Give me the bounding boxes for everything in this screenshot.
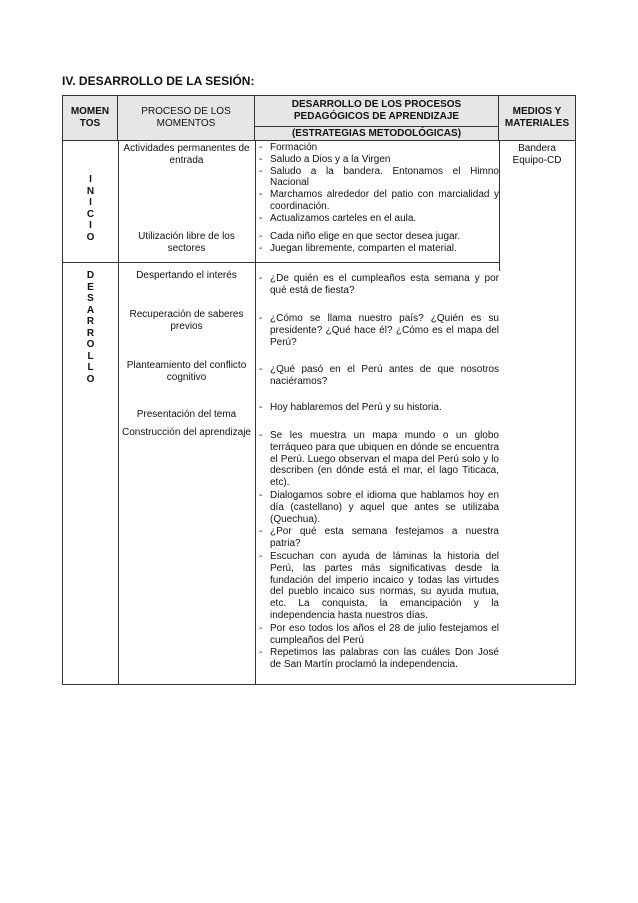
desarrollo-proc-3: Planteamiento del conflicto cognitivo (126, 360, 247, 383)
desarrollo-strategies-3 (255, 364, 499, 388)
list-item: - ¿Por qué esta semana festejamos a nuestra patria? (259, 526, 499, 550)
header-proceso-label: PROCESO DE LOS MOMENTOS (141, 106, 231, 129)
list-item: - Juegan libremente, comparten el material. (259, 242, 457, 254)
desarrollo-strategies-1 (255, 273, 499, 297)
desarrollo-letters: D E S A R R O L L O (86, 270, 95, 385)
medio-item: Equipo-CD (512, 155, 562, 166)
list-item: - Hoy hablaremos del Perú y su historia. (259, 402, 442, 413)
desarrollo-proc-4: Presentación del tema (136, 409, 237, 420)
header-proceso (118, 96, 255, 141)
desarrollo-proc-5: Construcción del aprendizaje (122, 427, 251, 438)
desarrollo-proc-1: Despertando el interés (136, 270, 237, 281)
list-item: - Dialogamos sobre el idioma que hablamos hoy en día (castellano) y aquel que antes se utilizaba (Quechua). (259, 489, 499, 525)
list-item: - Actualizamos carteles en el aula. (259, 212, 417, 224)
list-item: - Se les muestra un mapa mundo o un globo terráqueo para que ubiquen en dónde se encuentra el Perú. Luego observan el mapa del Perú solo y lo describen (en dónde está el mar, el lago Titicaca, etc). (259, 430, 499, 489)
desarrollo-strategies-5 (255, 430, 499, 671)
inicio-strategies-2 (255, 231, 499, 255)
list-item: - ¿Qué pasó en el Perú antes de que nosotros naciéramos? (259, 364, 499, 387)
inicio-letters: I N I C I O (86, 174, 95, 243)
inicio-proc-2: Utilización libre de los sectores (138, 231, 235, 254)
list-item: - ¿Cómo se llama nuestro país? ¿Quién es su presidente? ¿Qué hace él? ¿Cómo es el mapa del Perú? (259, 313, 499, 348)
list-item: - Repetimos las palabras con las cuáles Don José de San Martín proclamó la independencia. (259, 647, 499, 671)
section-title: IV. DESARROLLO DE LA SESIÓN: (62, 74, 255, 88)
inicio-strategies-1 (255, 142, 499, 225)
desarrollo-proc-2: Recuperación de saberes previos (129, 309, 244, 332)
list-item: - Por eso todos los años el 28 de julio festejamos el cumpleaños del Perú (259, 622, 499, 646)
desarrollo-strategies-4 (255, 402, 499, 414)
desarrollo-strategies-2 (255, 313, 499, 348)
session-table (62, 95, 576, 685)
list-item: - Marchamos alrededor del patio con marcialidad y coordinación. (259, 189, 499, 212)
list-item: - Saludo a la bandera. Entonamos el Himno Nacional (259, 165, 499, 189)
column-divider (118, 141, 119, 684)
list-item: - Formación (259, 142, 318, 153)
header-momentos: MOMEN TOS (63, 96, 118, 141)
header-estrategias-label: (ESTRATEGIAS METODOLÓGICAS) (291, 128, 462, 139)
header-desarrollo-label: DESARROLLO DE LOS PROCESOS PEDAGÓGICOS DE APRENDIZAJE (255, 96, 498, 127)
list-item: - Escuchan con ayuda de láminas la historia del Perú, las partes más significativas desde la fundación del imperio incaico y todas las virtudes del pueblo incaico sus normas, su ayuda mutua, etc. La conquista, la emancipación y la independencia hasta nuestros días. (259, 550, 499, 621)
list-item: - Saludo a Dios y a la Virgen (259, 153, 391, 165)
row-divider (63, 262, 499, 263)
header-medios: MEDIOS Y MATERIALES (499, 96, 575, 141)
list-item: - ¿De quién es el cumpleaños esta semana y por qué está de fiesta? (259, 273, 499, 296)
inicio-proc-1: Actividades permanentes de entrada (123, 143, 250, 166)
medio-item: Bandera (518, 143, 556, 154)
inicio-medios (499, 143, 575, 167)
header-desarrollo (255, 96, 499, 141)
list-item: - Cada niño elige en que sector desea jugar. (259, 231, 461, 242)
